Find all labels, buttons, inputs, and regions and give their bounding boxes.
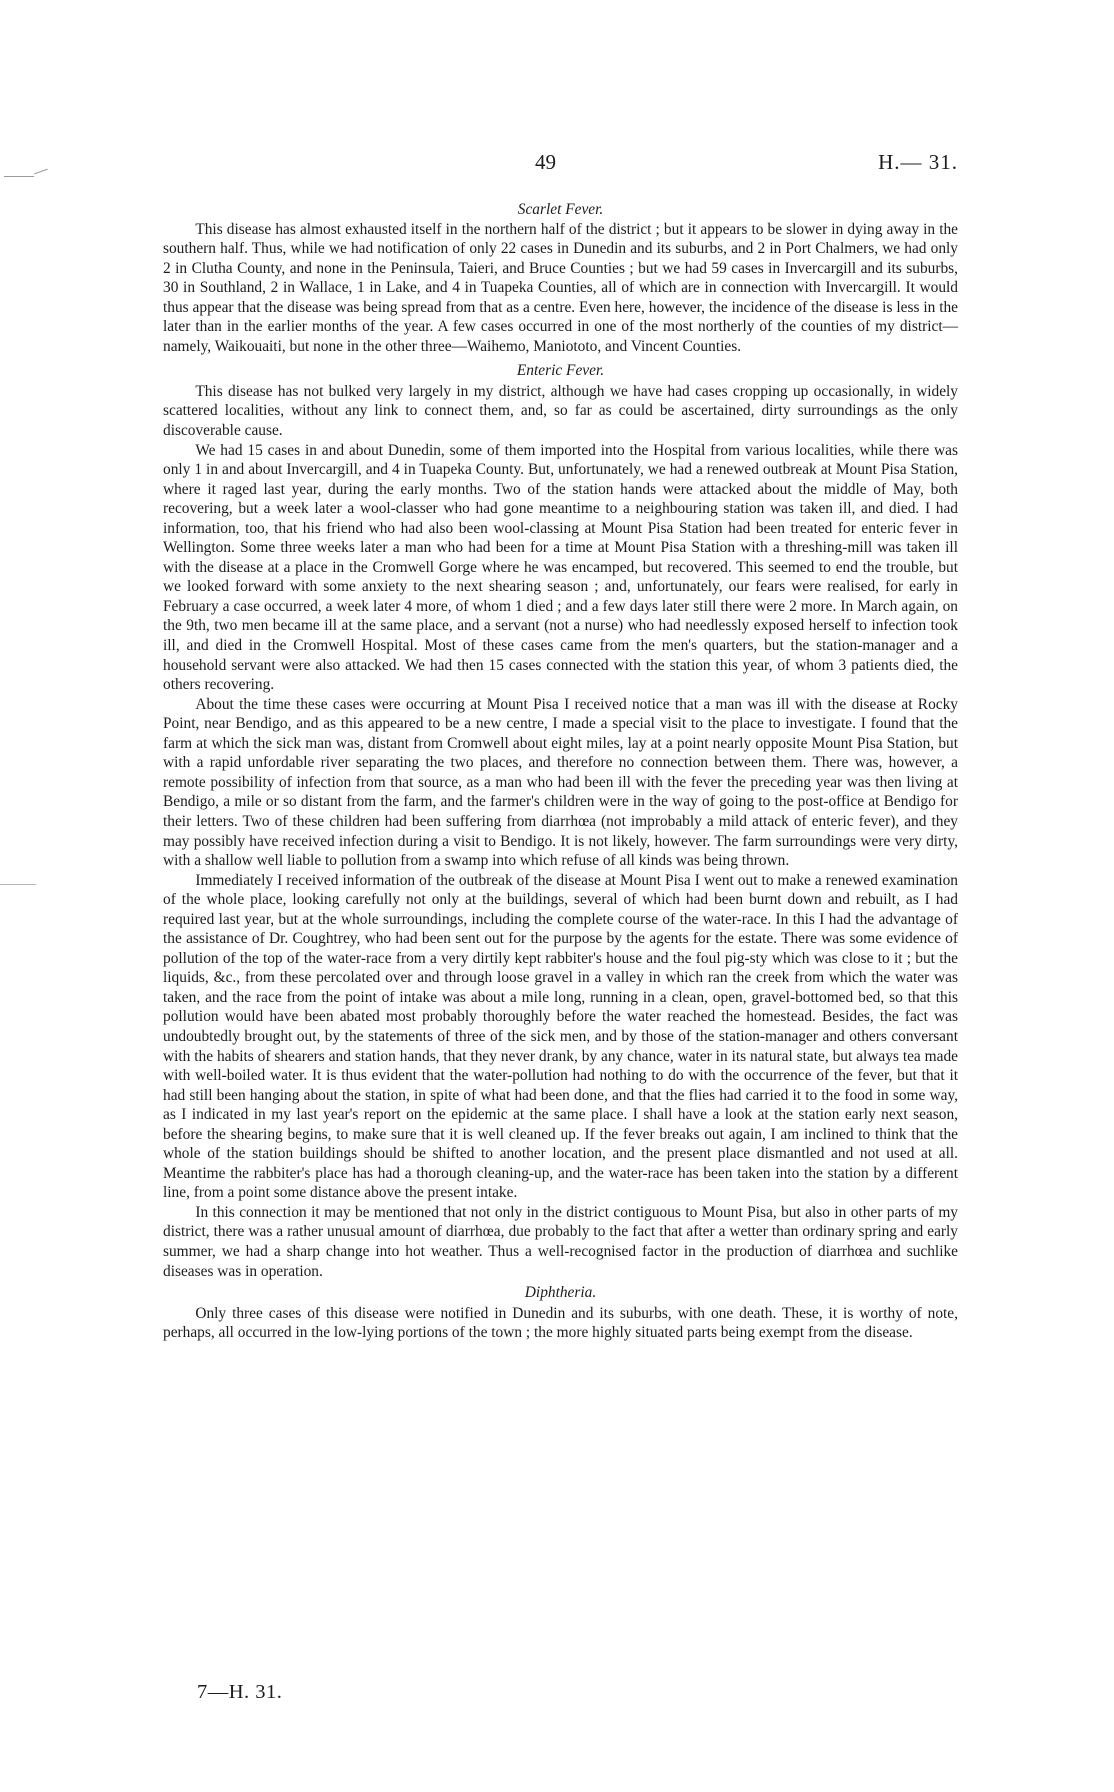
page-number: 49 [535,150,556,174]
paragraph: In this connection it may be mentioned that not only in the district contiguous to Mount Pisa, but also in other parts of my district, there was a rather unusual amount of diarrhœa, due probably to the fact that after a wetter than ordinary spring and early summer, we had a sharp change into hot weather. Thus a well-recognised factor in the production of diarrhœa and suchlike diseases was in operation. [163,1203,958,1280]
section-heading-diphtheria: Diphtheria. [524,1284,597,1302]
paragraph: This disease has almost exhausted itself in the northern half of the district ; but it appears to be slower in dying away in the southern half. Thus, while we had notification of only 22 cases in Dunedin and its suburbs, and 2 in Port Chalmers, we had only 2 in Clutha County, and none in the Peninsula, Taieri, and Bruce Counties ; but we had 59 cases in Invercargill and its suburbs, 30 in Southland, 2 in Wallace, 1 in Lake, and 4 in Tuapeka Counties, all of which are in connection with Invercargill. It would thus appear that the disease was being spread from that as a centre. Even here, however, the incidence of the disease is less in the later than in the earlier months of the year. A few cases occurred in one of the most northerly of the counties of my district—namely, Waikouaiti, but none in the other three—Waihemo, Maniototo, and Vincent Counties. [163,220,958,355]
document-body [163,200,958,1343]
signature-mark: 7—H. 31. [197,1681,283,1703]
section-heading-enteric-fever: Enteric Fever. [516,362,605,380]
page-header [163,150,958,178]
margin-mark [34,169,47,175]
document-reference: H.— 31. [878,150,958,174]
paragraph: This disease has not bulked very largely in my district, although we have had cases cropping up occasionally, in widely scattered localities, without any link to connect them, and, so far as could be ascertained, dirty surroundings as the only discoverable cause. [163,382,958,440]
paragraph: About the time these cases were occurring at Mount Pisa I received notice that a man was ill with the disease at Rocky Point, near Bendigo, and as this appeared to be a new centre, I made a special visit to the place to investigate. I found that the farm at which the sick man was, distant from Cromwell about eight miles, lay at a point nearly opposite Mount Pisa Station, but with a rapid unfordable river separating the two places, and therefore no connection between them. There was, however, a remote possibility of infection from that source, as a man who had been ill with the fever the preceding year was then living at Bendigo, a mile or so distant from the farm, and the farmer's children were in the way of going to the post-office at Bendigo for their letters. Two of these children had been suffering from diarrhœa (not improbably a mild attack of enteric fever), and they may possibly have received infection during a visit to Bendigo. It is not likely, however. The farm surroundings were very dirty, with a shallow well liable to pollution from a swamp into which refuse of all kinds was being thrown. [163,695,958,870]
margin-mark [4,176,34,177]
paragraph: We had 15 cases in and about Dunedin, some of them imported into the Hospital from various localities, while there was only 1 in and about Invercargill, and 4 in Tuapeka County. But, unfortunately, we had a renewed outbreak at Mount Pisa Station, where it raged last year, during the early months. Two of the station hands were attacked about the middle of May, both recovering, but a week later a wool-classer who had gone meantime to a neighbouring station was taken ill, and died. I had information, too, that his friend who had also been wool-classing at Mount Pisa Station had been treated for enteric fever in Wellington. Some three weeks later a man who had been for a time at Mount Pisa Station with a threshing-mill was taken ill with the disease at a place in the Cromwell Gorge where he was encamped, but recovered. This seemed to end the trouble, but we looked forward with some anxiety to the next shearing season ; and, unfortunately, our fears were realised, for early in February a case occurred, a week later 4 more, of whom 1 died ; and a few days later still there were 2 more. In March again, on the 9th, two men became ill at the same place, and a servant (not a nurse) who had needlessly exposed herself to infection took ill, and died in the Cromwell Hospital. Most of these cases came from the men's quarters, but the station-manager and a household servant were also attacked. We had then 15 cases connected with the station this year, of whom 3 patients died, the others recovering. [163,441,958,694]
section-heading-scarlet-fever: Scarlet Fever. [517,201,604,218]
margin-mark [0,884,36,885]
paragraph: Only three cases of this disease were notified in Dunedin and its suburbs, with one death. These, it is worthy of note, perhaps, all occurred in the low-lying portions of the town ; the more highly situated parts being exempt from the disease. [163,1304,958,1342]
paragraph: Immediately I received information of the outbreak of the disease at Mount Pisa I went out to make a renewed examination of the whole place, looking carefully not only at the buildings, several of which had been burnt down and rebuilt, as I had required last year, but at the whole surroundings, including the complete course of the water-race. In this I had the advantage of the assistance of Dr. Coughtrey, who had been sent out for the purpose by the agents for the estate. There was some evidence of pollution of the top of the water-race from a very dirtily kept rabbiter's house and the foul pig-sty which was close to it ; but the liquids, &c., from these percolated over and through loose gravel in a valley in which ran the creek from which the water was taken, and the race from the point of intake was about a mile long, running in a clean, open, gravel-bottomed bed, so that this pollution would have been abated most probably thoroughly before the water reached the homestead. Besides, the fact was undoubtedly brought out, by the statements of three of the sick men, and by those of the station-manager and others conversant with the habits of shearers and station hands, that they never drank, by any chance, water in its natural state, but always tea made with well-boiled water. It is thus evident that the water-pollution had nothing to do with the occurrence of the fever, but that it had still been hanging about the station, in spite of what had been done, and that the flies had carried it to the food in some way, as I indicated in my last year's report on the epidemic at the same place. I shall have a look at the station early next season, before the shearing begins, to make sure that it is well cleaned up. If the fever breaks out again, I am inclined to think that the whole of the station buildings should be shifted to another location, and the present place dismantled and not used at all. Meantime the rabbiter's place has had a thorough cleaning-up, and the water-race has been taken into the station by a different line, from a point some distance above the present intake. [163,871,958,1202]
